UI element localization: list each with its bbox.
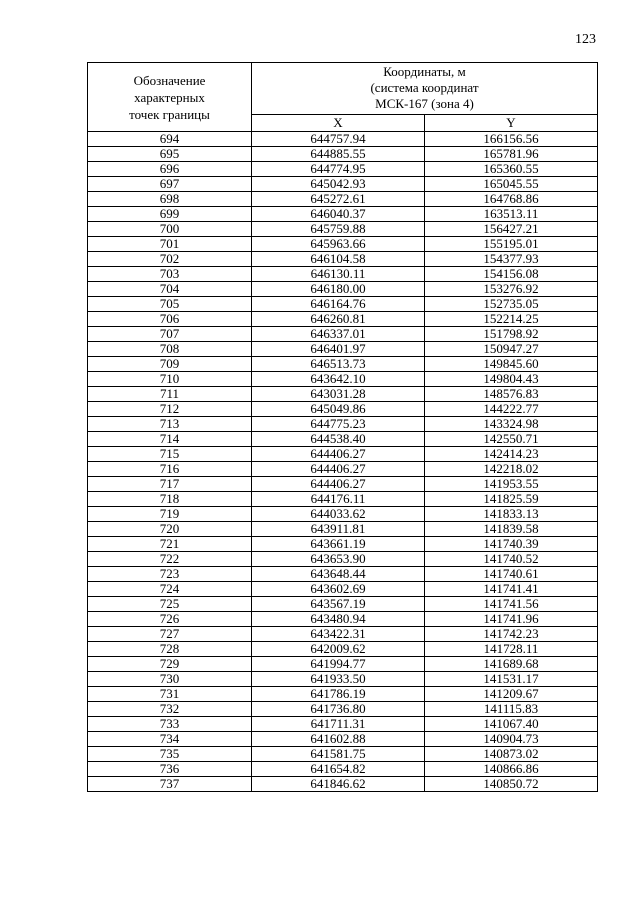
table-row	[88, 642, 598, 657]
page-number: 123	[575, 32, 596, 47]
y-coordinate-cell: 141741.56	[425, 597, 598, 612]
y-coordinate-cell: 141740.52	[425, 552, 598, 567]
point-cell: 708	[88, 342, 252, 357]
x-coordinate-cell: 644775.23	[252, 417, 425, 432]
point-cell: 730	[88, 672, 252, 687]
y-coordinate-cell: 141839.58	[425, 522, 598, 537]
y-coordinate-cell: 163513.11	[425, 207, 598, 222]
x-coordinate-cell: 645272.61	[252, 192, 425, 207]
x-coordinate-cell: 643031.28	[252, 387, 425, 402]
y-coordinate-cell: 149845.60	[425, 357, 598, 372]
x-coordinate-cell: 646180.00	[252, 282, 425, 297]
point-cell: 705	[88, 297, 252, 312]
y-coordinate-cell: 141740.39	[425, 537, 598, 552]
y-coordinate-cell: 141740.61	[425, 567, 598, 582]
table-row	[88, 312, 598, 327]
header-point-line-2: характерных	[134, 89, 205, 105]
x-coordinate-cell: 641581.75	[252, 747, 425, 762]
x-coordinate-cell: 643648.44	[252, 567, 425, 582]
coordinates-table	[87, 62, 598, 792]
point-cell: 729	[88, 657, 252, 672]
x-coordinate-cell: 643602.69	[252, 582, 425, 597]
y-coordinate-cell: 141209.67	[425, 687, 598, 702]
point-cell: 711	[88, 387, 252, 402]
y-coordinate-cell: 150947.27	[425, 342, 598, 357]
x-coordinate-cell: 646040.37	[252, 207, 425, 222]
table-row	[88, 402, 598, 417]
y-coordinate-cell: 165360.55	[425, 162, 598, 177]
table-row	[88, 447, 598, 462]
y-coordinate-cell: 140873.02	[425, 747, 598, 762]
point-cell: 726	[88, 612, 252, 627]
point-cell: 703	[88, 267, 252, 282]
point-cell: 698	[88, 192, 252, 207]
y-coordinate-cell: 144222.77	[425, 402, 598, 417]
x-coordinate-cell: 646130.11	[252, 267, 425, 282]
x-coordinate-cell: 643642.10	[252, 372, 425, 387]
table-row	[88, 717, 598, 732]
header-coords-line-3: МСК-167 (зона 4)	[375, 96, 474, 112]
y-coordinate-cell: 141115.83	[425, 702, 598, 717]
table-row	[88, 747, 598, 762]
point-cell: 728	[88, 642, 252, 657]
x-coordinate-cell: 646401.97	[252, 342, 425, 357]
table-row	[88, 342, 598, 357]
point-cell: 725	[88, 597, 252, 612]
x-coordinate-cell: 643567.19	[252, 597, 425, 612]
x-coordinate-cell: 644774.95	[252, 162, 425, 177]
y-coordinate-cell: 154377.93	[425, 252, 598, 267]
x-coordinate-cell: 644538.40	[252, 432, 425, 447]
x-coordinate-cell: 645759.88	[252, 222, 425, 237]
y-coordinate-cell: 143324.98	[425, 417, 598, 432]
point-cell: 724	[88, 582, 252, 597]
table-row	[88, 237, 598, 252]
table-row	[88, 672, 598, 687]
y-coordinate-cell: 140904.73	[425, 732, 598, 747]
header-y: Y	[425, 114, 598, 131]
x-coordinate-cell: 646337.01	[252, 327, 425, 342]
x-coordinate-cell: 641711.31	[252, 717, 425, 732]
point-cell: 722	[88, 552, 252, 567]
y-coordinate-cell: 164768.86	[425, 192, 598, 207]
x-coordinate-cell: 646513.73	[252, 357, 425, 372]
x-coordinate-cell: 641736.80	[252, 702, 425, 717]
point-cell: 710	[88, 372, 252, 387]
y-coordinate-cell: 141741.41	[425, 582, 598, 597]
x-coordinate-cell: 644757.94	[252, 132, 425, 147]
table-row	[88, 222, 598, 237]
table-row	[88, 567, 598, 582]
table-row	[88, 762, 598, 777]
table-row	[88, 702, 598, 717]
point-cell: 701	[88, 237, 252, 252]
table-row	[88, 207, 598, 222]
x-coordinate-cell: 644406.27	[252, 462, 425, 477]
point-cell: 727	[88, 627, 252, 642]
table-row	[88, 372, 598, 387]
y-coordinate-cell: 141728.11	[425, 642, 598, 657]
point-cell: 704	[88, 282, 252, 297]
y-coordinate-cell: 140866.86	[425, 762, 598, 777]
point-cell: 733	[88, 717, 252, 732]
x-coordinate-cell: 646260.81	[252, 312, 425, 327]
point-cell: 735	[88, 747, 252, 762]
y-coordinate-cell: 153276.92	[425, 282, 598, 297]
point-cell: 696	[88, 162, 252, 177]
table-row	[88, 162, 598, 177]
table-row	[88, 432, 598, 447]
point-cell: 713	[88, 417, 252, 432]
point-cell: 699	[88, 207, 252, 222]
x-coordinate-cell: 645963.66	[252, 237, 425, 252]
header-coords-line-1: Координаты, м	[383, 64, 466, 80]
point-cell: 720	[88, 522, 252, 537]
y-coordinate-cell: 142414.23	[425, 447, 598, 462]
table-row	[88, 657, 598, 672]
x-coordinate-cell: 641654.82	[252, 762, 425, 777]
header-x: X	[252, 114, 425, 131]
x-coordinate-cell: 645049.86	[252, 402, 425, 417]
table-row	[88, 627, 598, 642]
y-coordinate-cell: 165045.55	[425, 177, 598, 192]
x-coordinate-cell: 641994.77	[252, 657, 425, 672]
header-coords-line-2: (система координат	[370, 80, 479, 96]
y-coordinate-cell: 149804.43	[425, 372, 598, 387]
y-coordinate-cell: 165781.96	[425, 147, 598, 162]
y-coordinate-cell: 155195.01	[425, 237, 598, 252]
x-coordinate-cell: 643911.81	[252, 522, 425, 537]
y-coordinate-cell: 152735.05	[425, 297, 598, 312]
y-coordinate-cell: 141742.23	[425, 627, 598, 642]
table-row	[88, 582, 598, 597]
x-coordinate-cell: 642009.62	[252, 642, 425, 657]
x-coordinate-cell: 645042.93	[252, 177, 425, 192]
x-coordinate-cell: 641786.19	[252, 687, 425, 702]
x-coordinate-cell: 646164.76	[252, 297, 425, 312]
y-coordinate-cell: 148576.83	[425, 387, 598, 402]
point-cell: 723	[88, 567, 252, 582]
table-row	[88, 417, 598, 432]
point-cell: 714	[88, 432, 252, 447]
table-header	[88, 63, 598, 132]
x-coordinate-cell: 641846.62	[252, 777, 425, 792]
x-coordinate-cell: 643653.90	[252, 552, 425, 567]
table-row	[88, 777, 598, 792]
table-row	[88, 297, 598, 312]
point-cell: 700	[88, 222, 252, 237]
header-point-line-1: Обозначение	[133, 72, 206, 88]
y-coordinate-cell: 154156.08	[425, 267, 598, 282]
x-coordinate-cell: 644033.62	[252, 507, 425, 522]
x-coordinate-cell: 641602.88	[252, 732, 425, 747]
table-row	[88, 477, 598, 492]
table-row	[88, 732, 598, 747]
y-coordinate-cell: 166156.56	[425, 132, 598, 147]
x-coordinate-cell: 644406.27	[252, 477, 425, 492]
header-point-line-3: точек границы	[129, 106, 210, 122]
table-row	[88, 522, 598, 537]
table-row	[88, 357, 598, 372]
y-coordinate-cell: 156427.21	[425, 222, 598, 237]
x-coordinate-cell: 643661.19	[252, 537, 425, 552]
table-row	[88, 597, 598, 612]
table-row	[88, 327, 598, 342]
table-row	[88, 147, 598, 162]
y-coordinate-cell: 142218.02	[425, 462, 598, 477]
table-row	[88, 387, 598, 402]
point-cell: 715	[88, 447, 252, 462]
table-row	[88, 612, 598, 627]
y-coordinate-cell: 151798.92	[425, 327, 598, 342]
y-coordinate-cell: 141689.68	[425, 657, 598, 672]
point-cell: 718	[88, 492, 252, 507]
y-coordinate-cell: 142550.71	[425, 432, 598, 447]
table-row	[88, 132, 598, 147]
table-row	[88, 267, 598, 282]
point-cell: 694	[88, 132, 252, 147]
point-cell: 736	[88, 762, 252, 777]
point-cell: 709	[88, 357, 252, 372]
x-coordinate-cell: 646104.58	[252, 252, 425, 267]
y-coordinate-cell: 141825.59	[425, 492, 598, 507]
y-coordinate-cell: 152214.25	[425, 312, 598, 327]
header-coordinates	[252, 63, 598, 115]
point-cell: 716	[88, 462, 252, 477]
table-row	[88, 177, 598, 192]
x-coordinate-cell: 644406.27	[252, 447, 425, 462]
point-cell: 697	[88, 177, 252, 192]
x-coordinate-cell: 643480.94	[252, 612, 425, 627]
table-row	[88, 552, 598, 567]
point-cell: 734	[88, 732, 252, 747]
x-coordinate-cell: 644885.55	[252, 147, 425, 162]
y-coordinate-cell: 141531.17	[425, 672, 598, 687]
x-coordinate-cell: 644176.11	[252, 492, 425, 507]
point-cell: 695	[88, 147, 252, 162]
point-cell: 717	[88, 477, 252, 492]
table-row	[88, 507, 598, 522]
point-cell: 702	[88, 252, 252, 267]
table-row	[88, 282, 598, 297]
y-coordinate-cell: 141741.96	[425, 612, 598, 627]
point-cell: 707	[88, 327, 252, 342]
table-row	[88, 252, 598, 267]
table-row	[88, 462, 598, 477]
table-row	[88, 492, 598, 507]
y-coordinate-cell: 141833.13	[425, 507, 598, 522]
point-cell: 721	[88, 537, 252, 552]
y-coordinate-cell: 141067.40	[425, 717, 598, 732]
point-cell: 737	[88, 777, 252, 792]
point-cell: 706	[88, 312, 252, 327]
table-body	[88, 132, 598, 792]
x-coordinate-cell: 641933.50	[252, 672, 425, 687]
table-row	[88, 192, 598, 207]
y-coordinate-cell: 141953.55	[425, 477, 598, 492]
point-cell: 719	[88, 507, 252, 522]
table-row	[88, 537, 598, 552]
x-coordinate-cell: 643422.31	[252, 627, 425, 642]
table-row	[88, 687, 598, 702]
point-cell: 732	[88, 702, 252, 717]
point-cell: 731	[88, 687, 252, 702]
point-cell: 712	[88, 402, 252, 417]
header-point-designation	[88, 63, 252, 132]
y-coordinate-cell: 140850.72	[425, 777, 598, 792]
